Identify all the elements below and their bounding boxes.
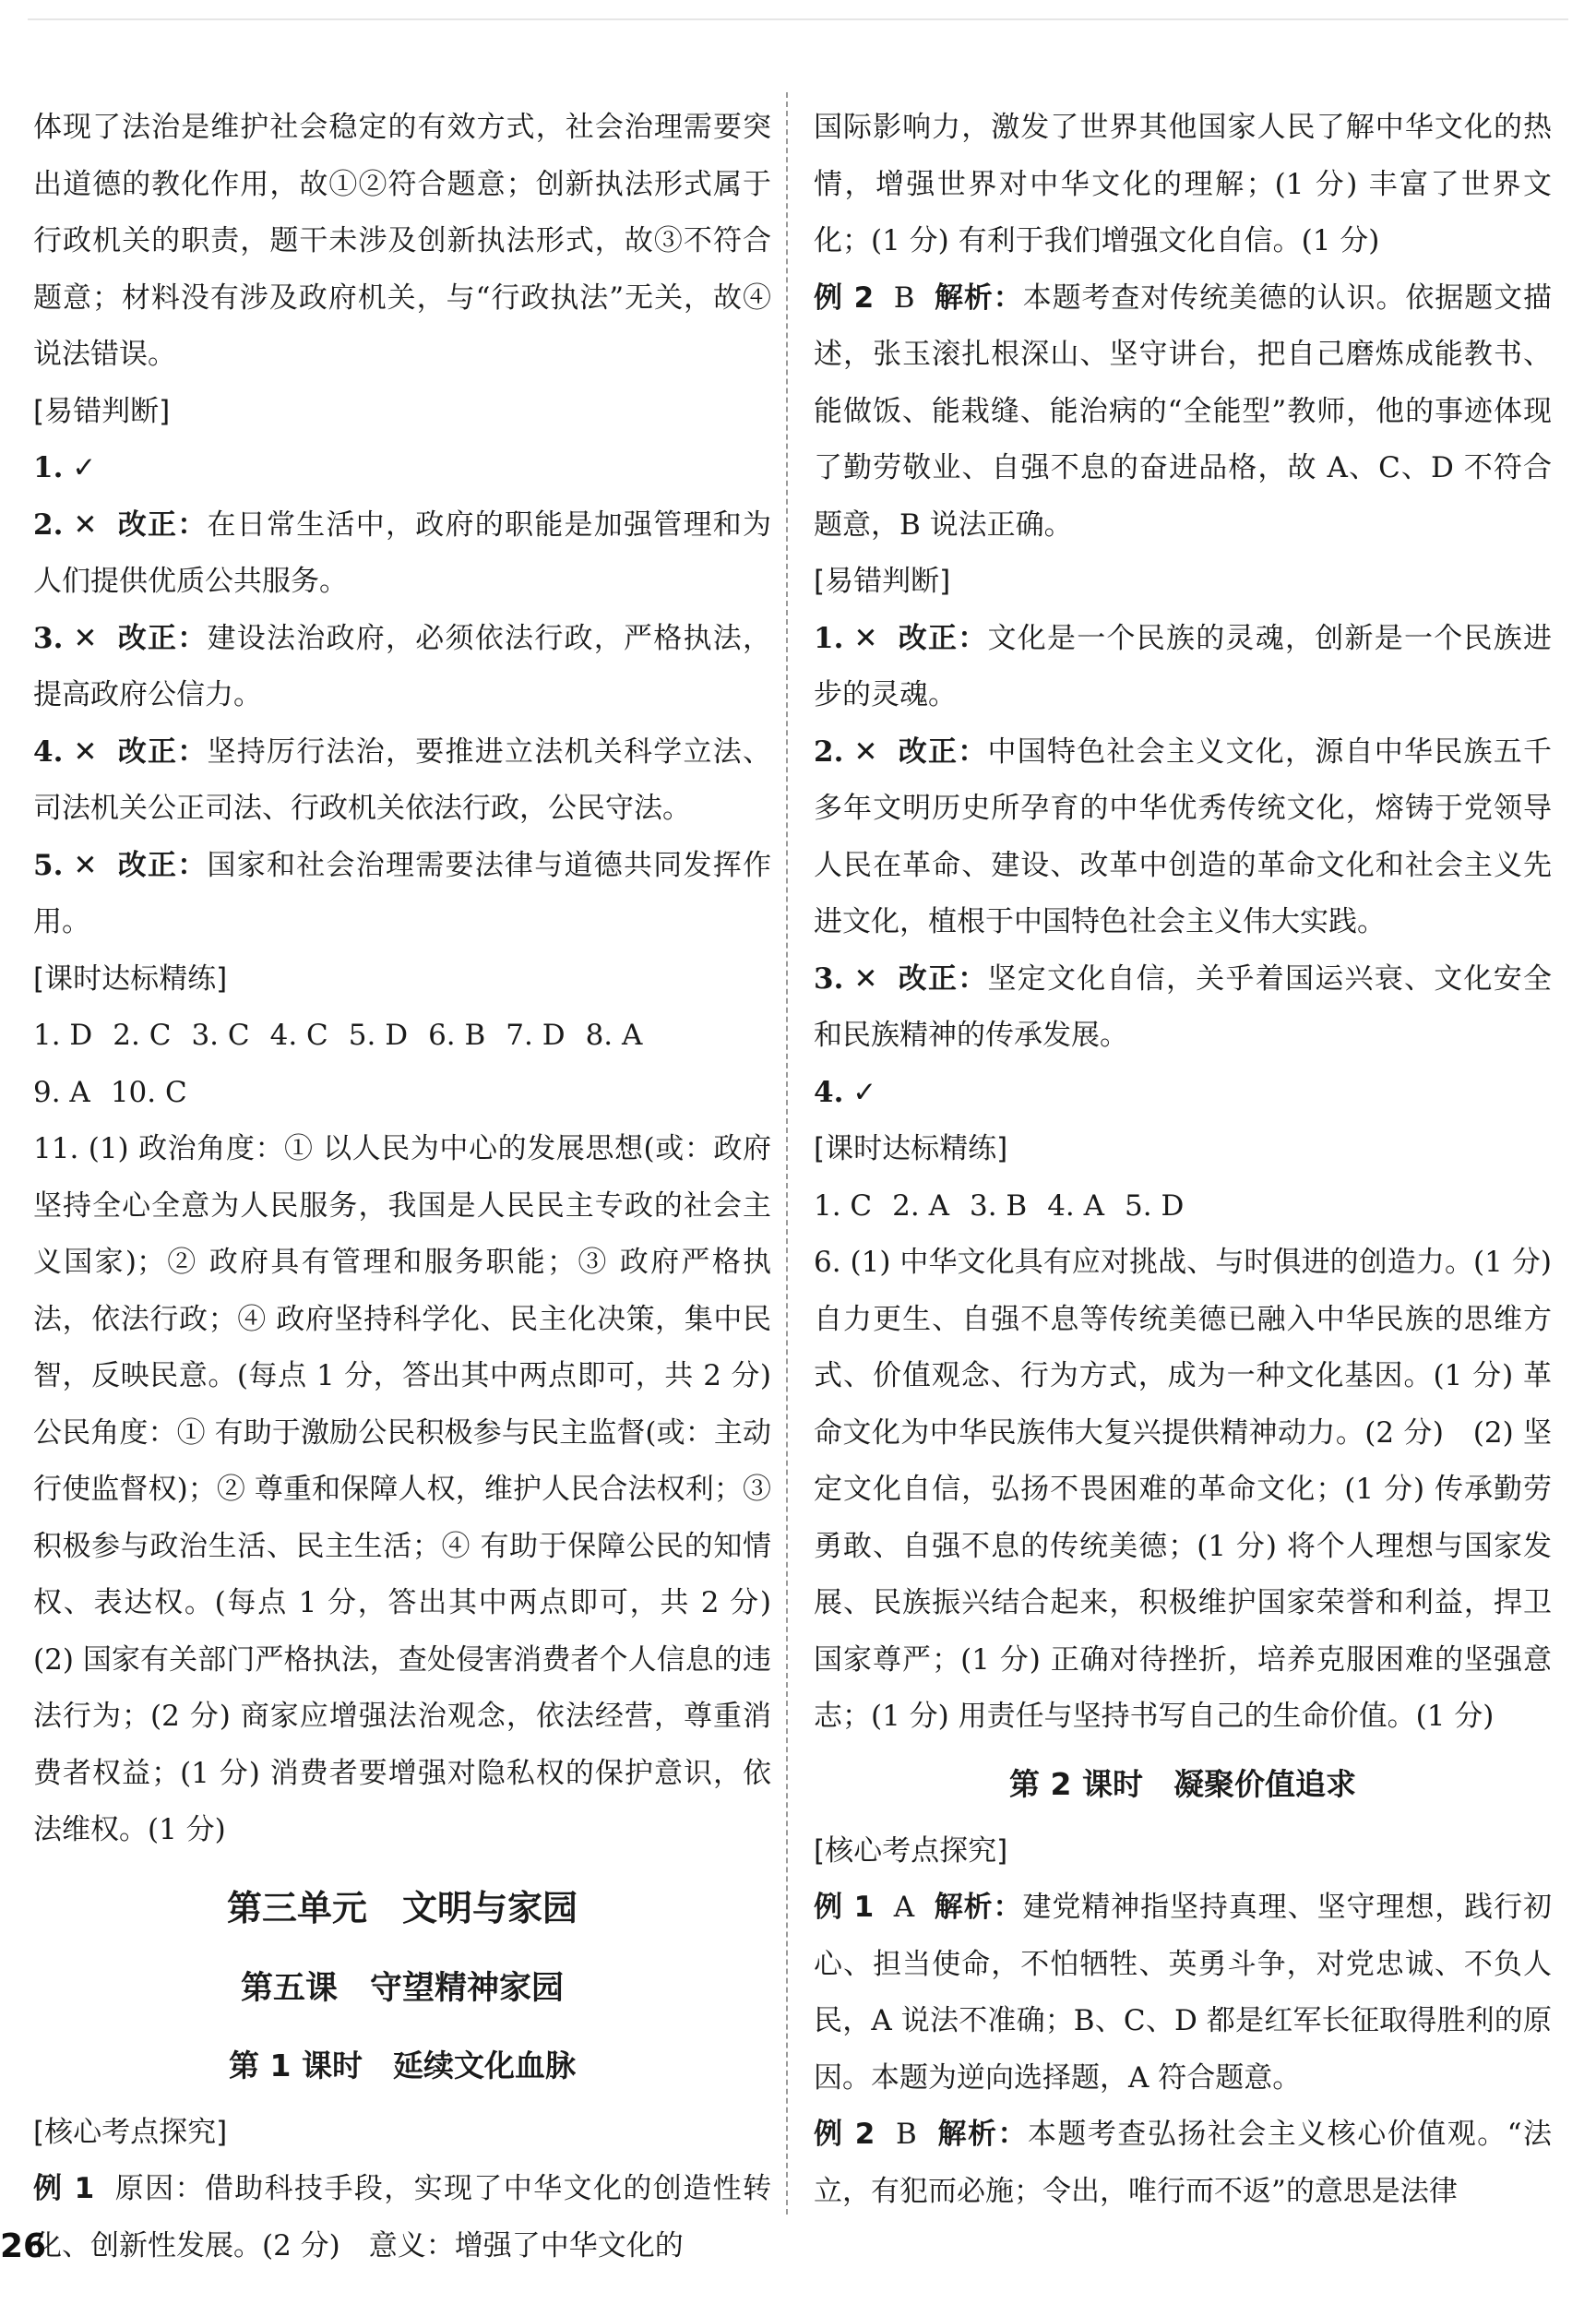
section-heading-yicuo: [易错判断] <box>814 565 951 598</box>
right-column <box>814 100 1552 2220</box>
example-1: 例 1 A 解析：建党精神指坚持真理、坚守理想，践行初心、担当使命，不怕牺牲、英勇斗争，对党忠诚、不负人民，A 说法不准确；B、C、D 都是红军长征取得胜利的原因。本题为逆向选择题，A 符合题意。 <box>814 1891 1552 2095</box>
yicuo-item: 2. ✕ 改正：中国特色社会主义文化，源自中华民族五千多年文明历史所孕育的中华优秀传统文化，熔铸于党领导人民在革命、建设、改革中创造的革命文化和社会主义先进文化，植根于中国特色社会主义伟大实践。 <box>814 734 1552 938</box>
period-title: 第 1 课时 延续文化血脉 <box>229 2047 576 2083</box>
intro-paragraph: 体现了法治是维护社会稳定的有效方式，社会治理需要突出道德的教化作用，故①②符合题意；创新执法形式属于行政机关的职责，题干未涉及创新执法形式，故③不符合题意；材料没有涉及政府机关，与“行政执法”无关，故④说法错误。 <box>33 111 771 371</box>
section-heading-hexin: [核心考点探究] <box>814 1833 1008 1868</box>
answer-row: 9. A 10. C <box>33 1075 187 1109</box>
example-1: 例 1 原因：借助科技手段，实现了中华文化的创造性转化、创新性发展。(2 分) 意义：增强了中华文化的 <box>33 2172 771 2262</box>
left-column <box>33 100 800 2274</box>
yicuo-item: 4. ✓ <box>814 1075 877 1109</box>
answer-row: 1. D 2. C 3. C 4. C 5. D 6. B 7. D 8. A <box>33 1019 643 1052</box>
section-heading-hexin: [核心考点探究] <box>33 2115 228 2149</box>
question-6-answer: 6. (1) 中华文化具有应对挑战、与时俱进的创造力。(1 分) 自力更生、自强不息等传统美德已融入中华民族的思维方式、价值观念、行为方式，成为一种文化基因。(1 分) 革命文化为中华民族伟大复兴提供精神动力。(2 分) (2) 坚定文化自信，弘扬不畏困难的革命文化；(1 分) 传承勤劳勇敢、自强不息的传统美德；(1 分) 将个人理想与国家发展、民族振兴结合起来，积极维护国家荣誉和利益，捍卫国家尊严；(1 分) 正确对待挫折，培养克服困难的坚强意志；(1 分) 用责任与坚持书写自己的生命价值。(1 分) <box>814 1246 1552 1733</box>
section-heading-keshi: [课时达标精练] <box>814 1132 1008 1165</box>
yicuo-item: 2. ✕ 改正：在日常生活中，政府的职能是加强管理和为人们提供优质公共服务。 <box>33 507 771 598</box>
example-2: 例 2 B 解析：本题考查弘扬社会主义核心价值观。“法立，有犯而必施；令出，唯行而不返”的意思是法律 <box>814 2118 1552 2208</box>
yicuo-list <box>814 611 1552 1122</box>
yicuo-item: 3. ✕ 改正：建设法治政府，必须依法行政，严格执法，提高政府公信力。 <box>33 621 771 711</box>
lesson-title: 第五课 守望精神家园 <box>240 1969 564 2007</box>
top-rule <box>28 18 1568 20</box>
column-divider <box>786 92 788 2215</box>
answer-row: 1. C 2. A 3. B 4. A 5. D <box>814 1188 1185 1223</box>
yicuo-item: 4. ✕ 改正：坚持厉行法治，要推进立法机关科学立法、司法机关公正司法、行政机关依法行政，公民守法。 <box>33 734 771 825</box>
yicuo-item: 3. ✕ 改正：坚定文化自信，关乎着国运兴衰、文化安全和民族精神的传承发展。 <box>814 961 1552 1052</box>
example-2: 例 2 B 解析：本题考查对传统美德的认识。依据题文描述，张玉滚扎根深山、坚守讲台，把自己磨炼成能教书、能做饭、能栽缝、能治病的“全能型”教师，他的事迹体现了勤劳敬业、自强不息的奋进品格，故 A、C、D 不符合题意，B 说法正确。 <box>814 281 1552 542</box>
period-title: 第 2 课时 凝聚价值追求 <box>1009 1765 1356 1802</box>
question-11-answer: 11. (1) 政治角度：① 以人民为中心的发展思想(或：政府坚持全心全意为人民服务，我国是人民民主专政的社会主义国家)；② 政府具有管理和服务职能；③ 政府严格执法，依法行政；④ 政府坚持科学化、民主化决策，集中民智，反映民意。(每点 1 分，答出其中两点即可，共 2 分) 公民角度：① 有助于激励公民积极参与民主监督(或：主动行使监督权)；② 尊重和保障人权，维护人民合法权利；③ 积极参与政治生活、民主生活；④ 有助于保障公民的知情权、表达权。(每点 1 分，答出其中两点即可，共 2 分) (2) 国家有关部门严格执法，查处侵害消费者个人信息的违法行为；(2 分) 商家应增强法治观念，依法经营，尊重消费者权益；(1 分) 消费者要增强对隐私权的保护意识，依法维权。(1 分) <box>33 1132 800 1846</box>
yicuo-item: 1. ✓ <box>33 451 97 484</box>
yicuo-item: 5. ✕ 改正：国家和社会治理需要法律与道德共同发挥作用。 <box>33 848 771 938</box>
yicuo-item: 1. ✕ 改正：文化是一个民族的灵魂，创新是一个民族进步的灵魂。 <box>814 621 1552 711</box>
unit-title: 第三单元 文明与家园 <box>226 1887 578 1928</box>
section-heading-keshi: [课时达标精练] <box>33 961 228 996</box>
yicuo-list <box>33 440 771 951</box>
page-number: 26 <box>0 2227 47 2265</box>
continued-paragraph: 国际影响力，激发了世界其他国家人民了解中华文化的热情，增强世界对中华文化的理解；(1 分) 丰富了世界文化；(1 分) 有利于我们增强文化自信。(1 分) <box>814 111 1552 257</box>
section-heading-yicuo: [易错判断] <box>33 394 171 428</box>
